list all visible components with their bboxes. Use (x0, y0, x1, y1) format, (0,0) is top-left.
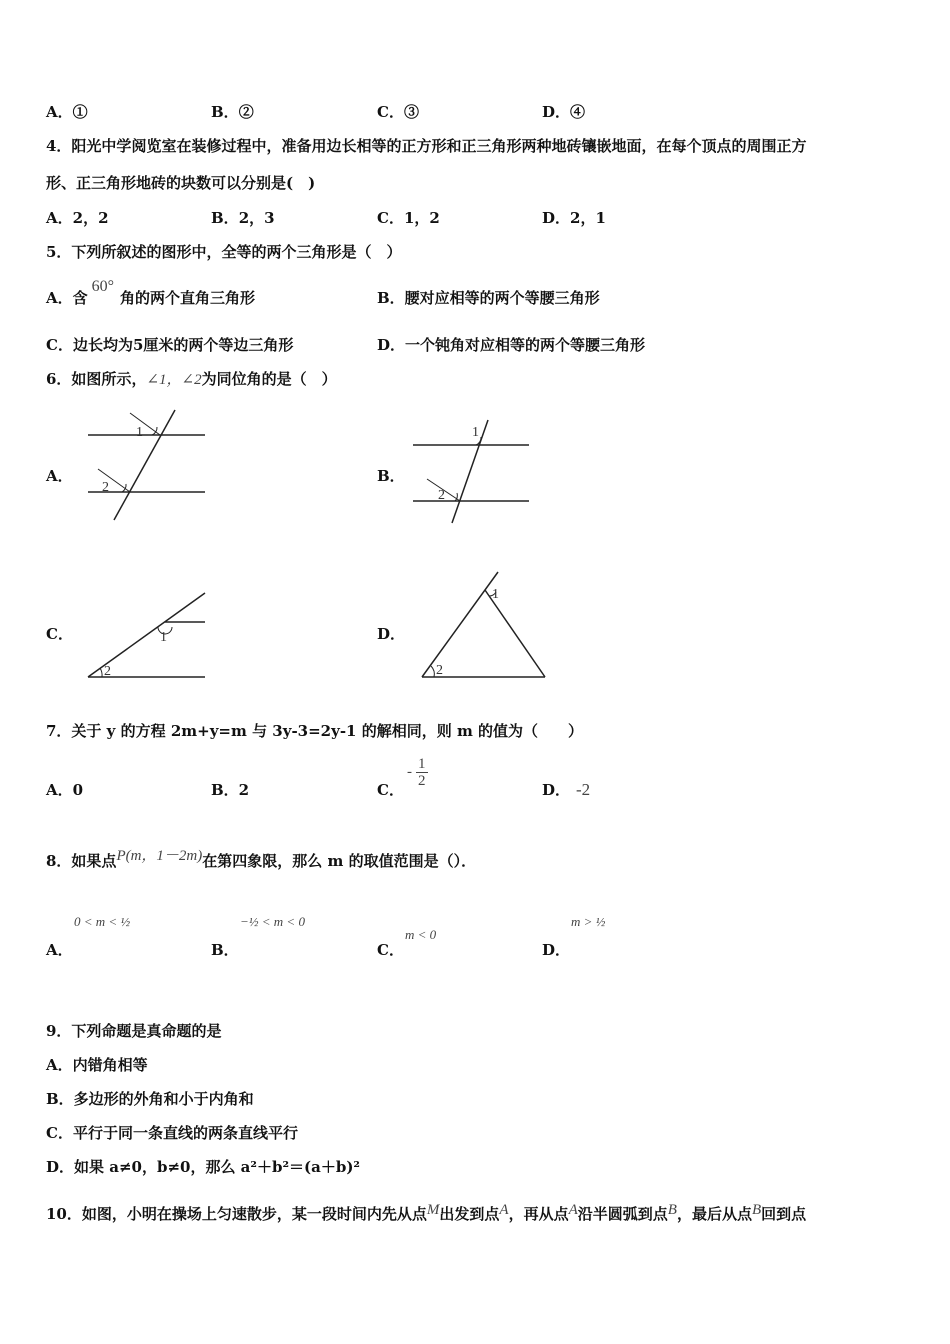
q5-option-a: A．含60°角的两个直角三角形 (46, 278, 256, 307)
q4-option-d: D．2，1 (542, 209, 606, 227)
q6a-angle-2: 2 (102, 480, 109, 495)
q6-figure-a (80, 405, 215, 525)
q8-option-d-label: D． (542, 941, 571, 959)
q6-figure-b (405, 415, 535, 530)
q7-option-d: D． -2 (542, 780, 591, 799)
q6b-angle-1: 1 (472, 425, 479, 440)
q6-figure-c (80, 585, 215, 685)
q6a-angle-1: 1 (136, 425, 143, 440)
q8-option-c-label: C． (377, 941, 404, 959)
q3-option-b: B．② (211, 103, 254, 121)
q8-option-d-expr: m > ½ (571, 914, 606, 929)
q7-option-c-label: C． (377, 781, 404, 799)
q6c-angle-1: 1 (160, 630, 167, 645)
q7-option-b: B．2 (211, 781, 250, 799)
q8-option-c-expr: m < 0 (405, 927, 437, 942)
q6d-angle-2: 2 (436, 663, 443, 678)
q6b-angle-2: 2 (438, 488, 445, 503)
q6-option-a-label: A． (46, 467, 73, 485)
q5-option-c: C．边长均为5厘米的两个等边三角形 (46, 336, 294, 354)
q9-stem: 9．下列命题是真命题的是 (46, 1022, 222, 1040)
q9-option-a: A．内错角相等 (46, 1056, 148, 1074)
q8-option-b-label: B． (211, 941, 239, 959)
q5-stem: 5．下列所叙述的图形中，全等的两个三角形是（ ） (46, 243, 402, 261)
q6d-angle-1: 1 (492, 587, 499, 602)
q8-option-a-expr: 0 < m < ½ (74, 914, 131, 929)
q3-option-a: A．① (46, 103, 88, 121)
q6-option-d-label: D． (377, 625, 406, 643)
q6-stem: 6．如图所示，∠1，∠2为同位角的是（ ） (46, 370, 337, 388)
q6-option-c-label: C． (46, 625, 73, 643)
q6c-angle-2: 2 (104, 664, 111, 679)
q4-option-a: A．2，2 (46, 209, 109, 227)
q8-option-b-expr: −½ < m < 0 (240, 914, 305, 929)
q7-option-a: A．0 (46, 781, 84, 799)
q5-option-d: D．一个钝角对应相等的两个等腰三角形 (377, 336, 646, 354)
q6-option-b-label: B． (377, 467, 405, 485)
q6-figure-d (410, 568, 555, 683)
q4-stem-line2: 形、正三角形地砖的块数可以分别是( ) (46, 174, 316, 192)
q3-option-d: D．④ (542, 103, 586, 121)
q8-stem: 8．如果点P(m，1－2m)在第四象限，那么 m 的取值范围是（）． (46, 848, 477, 870)
q8-point-expr: P(m，1－2m) (116, 848, 203, 864)
q4-option-b: B．2，3 (211, 209, 275, 227)
q9-option-d: D．如果 a≠0，b≠0，那么 a²＋b²＝(a＋b)² (46, 1158, 360, 1176)
q7-option-c-value: - $\frac{1}{2}$ (407, 756, 426, 789)
q4-stem-line1: 4．阳光中学阅览室在装修过程中，准备用边长相等的正方形和正三角形两种地砖镶嵌地面，在每个顶点的周围正方 (46, 137, 807, 155)
q10-stem: 10．如图，小明在操场上匀速散步，某一段时间内先从点M出发到点A，再从点A沿半圆弧到点B，最后从点B回到点 (46, 1202, 807, 1223)
q4-option-c: C．1，2 (377, 209, 440, 227)
q7-stem: 7．关于 y 的方程 2m+y=m 与 3y-3=2y-1 的解相同，则 m 的值为（ ） (46, 722, 584, 740)
q5-option-b: B．腰对应相等的两个等腰三角形 (377, 289, 600, 307)
q8-option-a-label: A． (46, 941, 73, 959)
q9-option-b: B．多边形的外角和小于内角和 (46, 1090, 254, 1108)
q9-option-c: C．平行于同一条直线的两条直线平行 (46, 1124, 298, 1142)
q5-angle-60: 60° (91, 278, 115, 295)
q3-option-c: C．③ (377, 103, 419, 121)
